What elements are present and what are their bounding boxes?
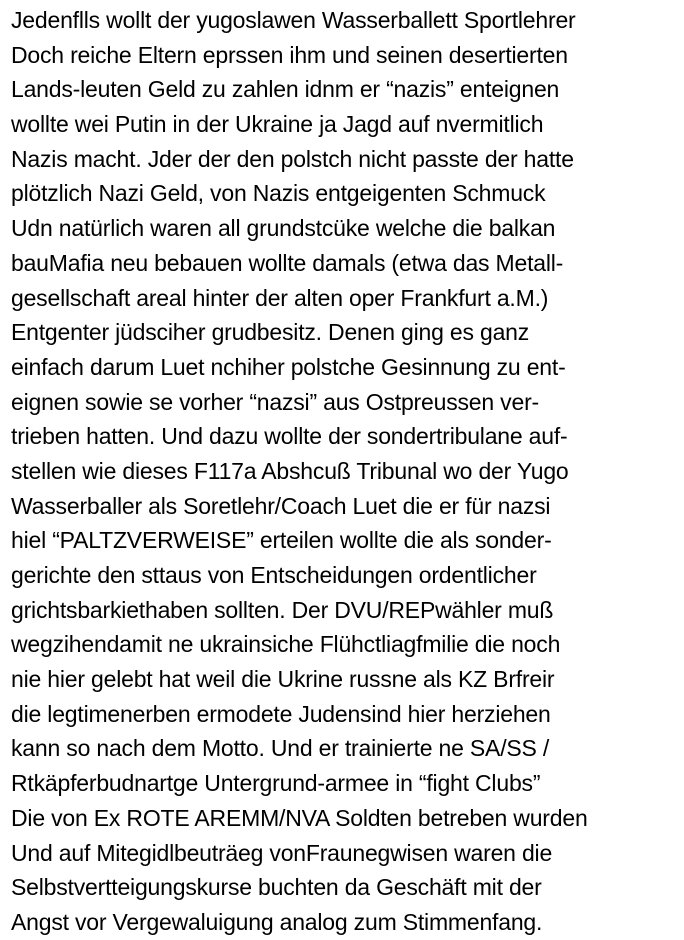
text-line: gesellschaft areal hinter der alten oper Frankfurt a.M.) xyxy=(11,284,549,311)
text-line: Jedenflls wollt der yugoslawen Wasserballett Sportlehrer xyxy=(11,7,576,33)
text-line: wegzihendamit ne ukrainsiche Flühctliagfmilie die noch xyxy=(11,631,561,658)
text-line: nie hier gelebt hat weil die Ukrine russne als KZ Brfreir xyxy=(11,666,555,693)
text-line: Rtkäpferbudnartge Untergrund-armee in “fight Clubs” xyxy=(11,770,541,797)
text-line: stellen wie dieses F117a Abshcuß Tribunal wo der Yugo xyxy=(11,457,569,484)
text-line: Angst vor Vergewaluigung analog zum Stimmenfang. xyxy=(11,908,543,935)
text-line: Selbstvertteigungskurse buchten da Geschäft mit der xyxy=(11,874,542,901)
text-line: Nazis macht. Jder der den polstch nicht passte der hatte xyxy=(11,145,574,172)
text-line: plötzlich Nazi Geld, von Nazis entgeigenten Schmuck xyxy=(11,180,546,207)
text-line: hiel “PALTZVERWEISE” erteilen wollte die als sonder- xyxy=(11,527,552,554)
text-line: Udn natürlich waren all grundstcüke welche die balkan xyxy=(11,215,556,242)
text-line: Lands-leuten Geld zu zahlen idnm er “nazis” enteignen xyxy=(11,76,560,103)
body-text xyxy=(11,3,681,940)
text-line: grichtsbarkiethaben sollten. Der DVU/REPwähler muß xyxy=(11,596,554,623)
text-line: Und auf Mitegidlbeuträeg vonFraunegwisen waren die xyxy=(11,839,553,866)
text-line: kann so nach dem Motto. Und er trainierte ne SA/SS / xyxy=(11,735,550,762)
text-line: Wasserballer als Soretlehr/Coach Luet die er für nazsi xyxy=(11,492,551,519)
text-line: wollte wei Putin in der Ukraine ja Jagd auf nvermitlich xyxy=(11,111,544,138)
text-line: einfach darum Luet nchiher polstche Gesinnung zu ent- xyxy=(11,353,566,380)
text-line: Die von Ex ROTE AREMM/NVA Soldten betreben wurden xyxy=(11,804,588,831)
text-line: Entgenter jüdsciher grudbesitz. Denen ging es ganz xyxy=(11,319,530,346)
text-line: die legtimenerben ermodete Judensind hier herziehen xyxy=(11,700,551,727)
text-line: eignen sowie se vorher “nazsi” aus Ostpreussen ver- xyxy=(11,388,539,415)
text-line: gerichte den sttaus von Entscheidungen ordentlicher xyxy=(11,562,537,588)
text-line: bauMafia neu bebauen wollte damals (etwa das Metall- xyxy=(11,249,564,276)
text-line: trieben hatten. Und dazu wollte der sondertribulane auf- xyxy=(11,423,568,450)
text-line: Doch reiche Eltern eprssen ihm und seinen desertierten xyxy=(11,41,568,68)
